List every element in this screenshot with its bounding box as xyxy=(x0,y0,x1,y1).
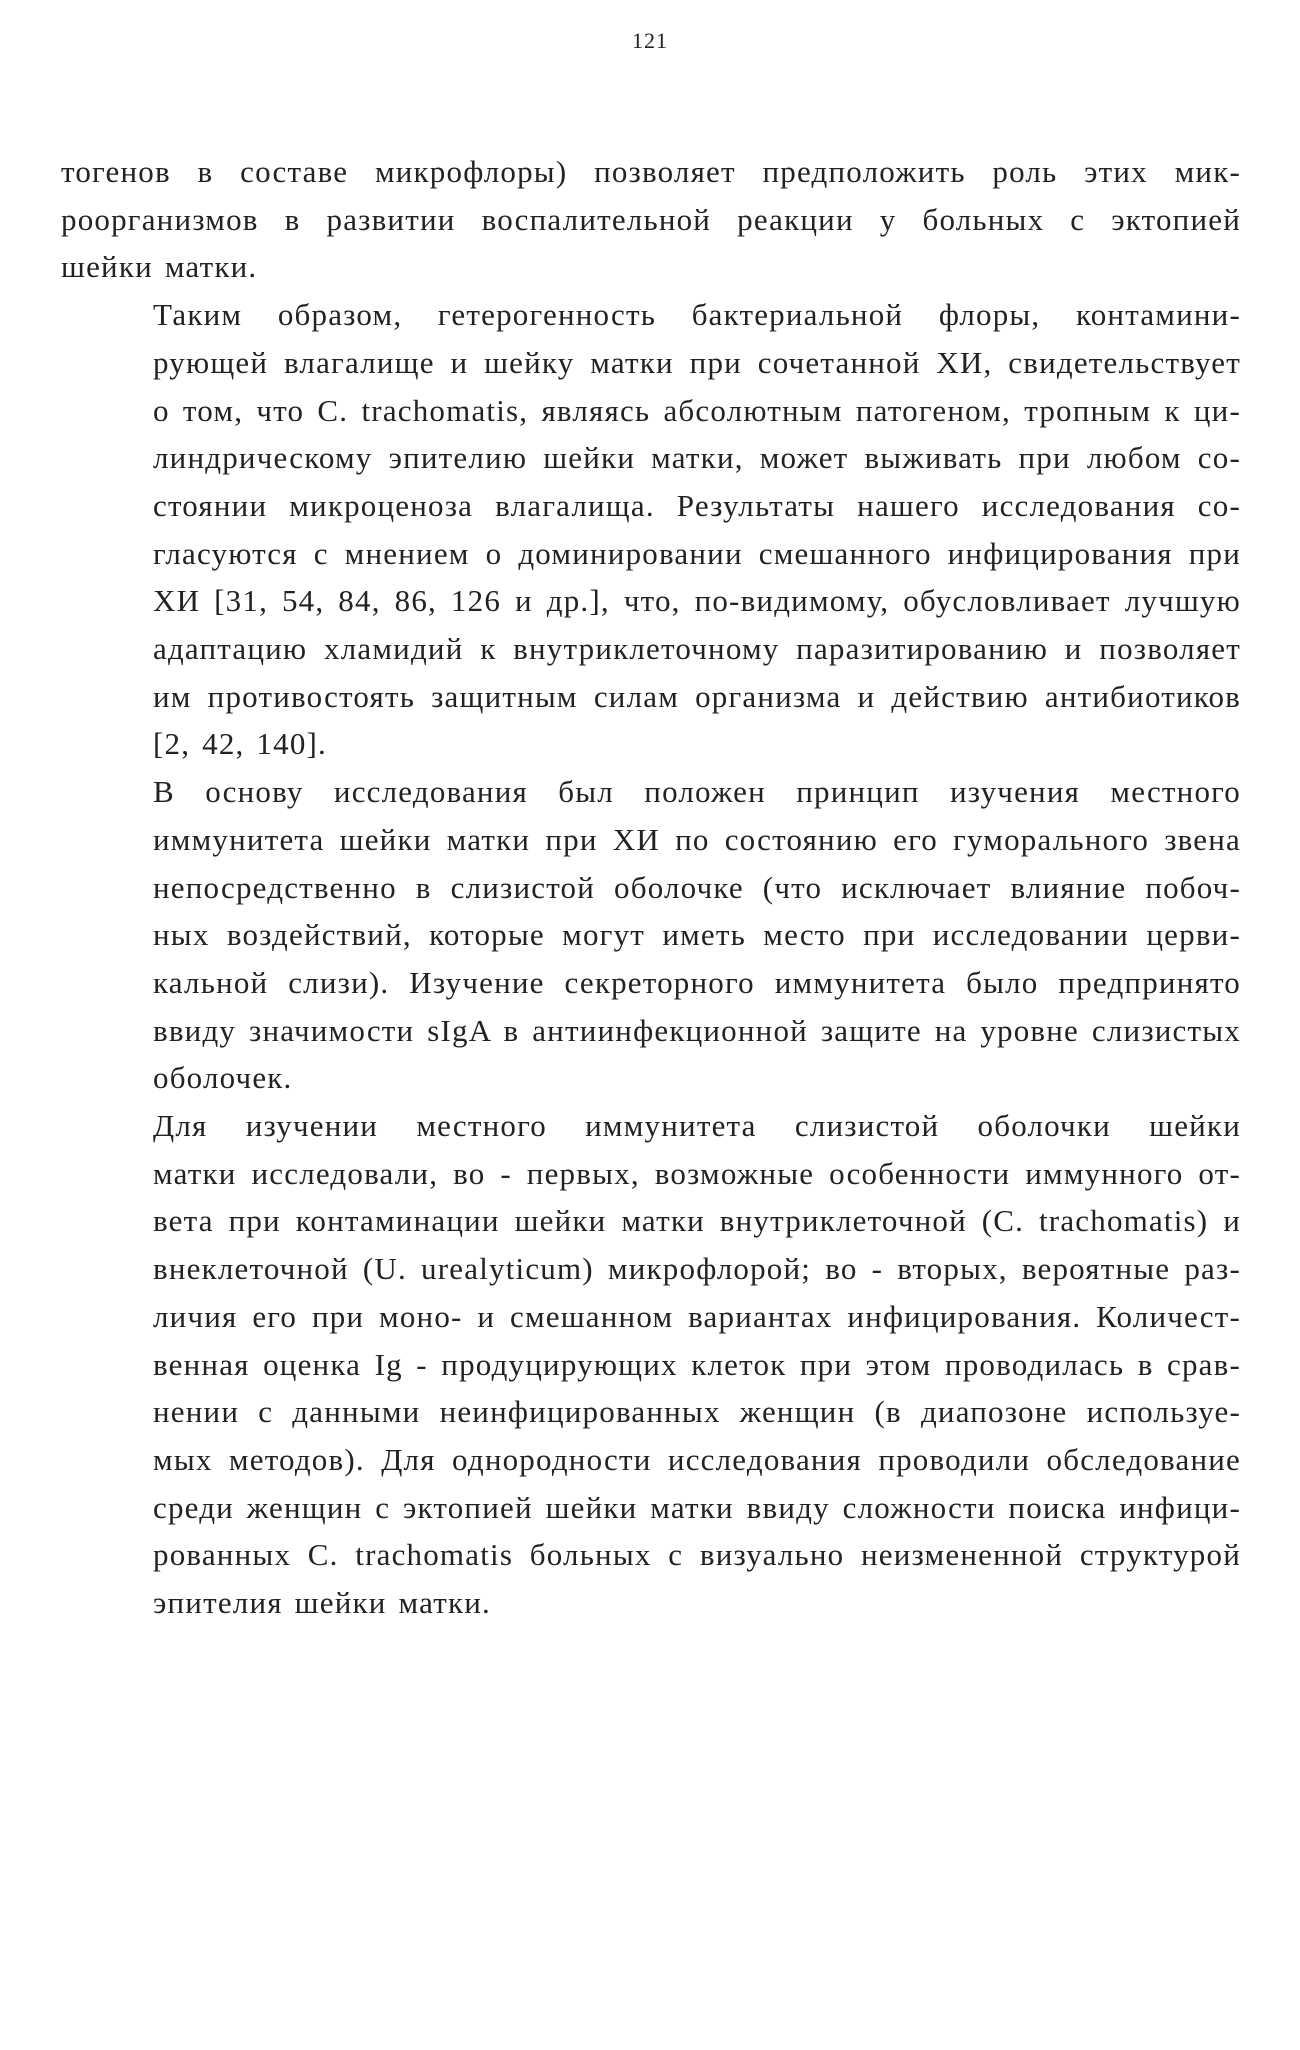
text-line: венная оценка Ig - продуцирующих клеток при этом проводилась в срав- xyxy=(153,1346,1241,1382)
text-line: им противостоять защитным силам организма и действию антибиотиков xyxy=(153,678,1241,714)
text-line: адаптацию хламидий к внутриклеточному паразитированию и позволяет xyxy=(153,631,1241,667)
text-line: нении с данными неинфицированных женщин (в диапозоне используе- xyxy=(153,1394,1241,1430)
text-line: внеклеточной (U. urealyticum) микрофлорой; во - вторых, вероятные раз- xyxy=(153,1251,1241,1287)
text-line: Таким образом, гетерогенность бактериальной флоры, контамини- xyxy=(153,297,1241,333)
text-line: среди женщин с эктопией шейки матки ввиду сложности поиска инфици- xyxy=(153,1489,1241,1525)
body-text xyxy=(61,148,1241,1627)
text-line: кальной слизи). Изучение секреторного иммунитета было предпринято xyxy=(153,964,1241,1000)
text-line: шейки матки. xyxy=(61,249,258,285)
text-line: линдрическому эпителию шейки матки, может выживать при любом со- xyxy=(153,440,1241,476)
text-line: В основу исследования был положен принцип изучения местного xyxy=(153,774,1241,810)
paragraph-heterogeneity xyxy=(61,291,1241,768)
text-line: иммунитета шейки матки при ХИ по состоянию его гуморального звена xyxy=(153,821,1241,857)
text-line: вета при контаминации шейки матки внутриклеточной (C. trachomatis) и xyxy=(153,1203,1241,1239)
text-line: стоянии микроценоза влагалища. Результаты нашего исследования со- xyxy=(153,487,1241,523)
text-line: рующей влагалище и шейку матки при сочетанной ХИ, свидетельствует xyxy=(153,344,1241,380)
text-line: о том, что C. trachomatis, являясь абсолютным патогеном, тропным к ци- xyxy=(153,392,1241,428)
paragraph-continuation xyxy=(61,148,1241,291)
text-line: мых методов). Для однородности исследования проводили обследование xyxy=(153,1441,1241,1477)
text-line: личия его при моно- и смешанном вариантах инфицирования. Количест- xyxy=(153,1298,1241,1334)
paragraph-local-immunity xyxy=(61,768,1241,1102)
text-line: оболочек. xyxy=(153,1060,293,1096)
text-line: ввиду значимости sIgA в антиинфекционной защите на уровне слизистых xyxy=(153,1012,1241,1048)
text-line: Для изучении местного иммунитета слизистой оболочки шейки xyxy=(153,1108,1241,1144)
text-line: матки исследовали, во - первых, возможные особенности иммунного от- xyxy=(153,1155,1241,1191)
text-line: непосредственно в слизистой оболочке (что исключает влияние побоч- xyxy=(153,869,1241,905)
text-line: тогенов в составе микрофлоры) позволяет предположить роль этих мик- xyxy=(61,154,1241,189)
text-line: роорганизмов в развитии воспалительной реакции у больных с эктопией xyxy=(61,201,1241,237)
paragraph-study-design xyxy=(61,1102,1241,1627)
text-line: рованных C. trachomatis больных с визуально неизмененной структурой xyxy=(153,1537,1241,1573)
page-number: 121 xyxy=(632,28,668,53)
text-line: ных воздействий, которые могут иметь место при исследовании церви- xyxy=(153,917,1241,953)
text-line: гласуются с мнением о доминировании смешанного инфицирования при xyxy=(153,535,1241,571)
text-line: [2, 42, 140]. xyxy=(153,726,327,762)
text-line: ХИ [31, 54, 84, 86, 126 и др.], что, по-видимому, обусловливает лучшую xyxy=(153,583,1241,619)
text-line: эпителия шейки матки. xyxy=(153,1585,491,1621)
